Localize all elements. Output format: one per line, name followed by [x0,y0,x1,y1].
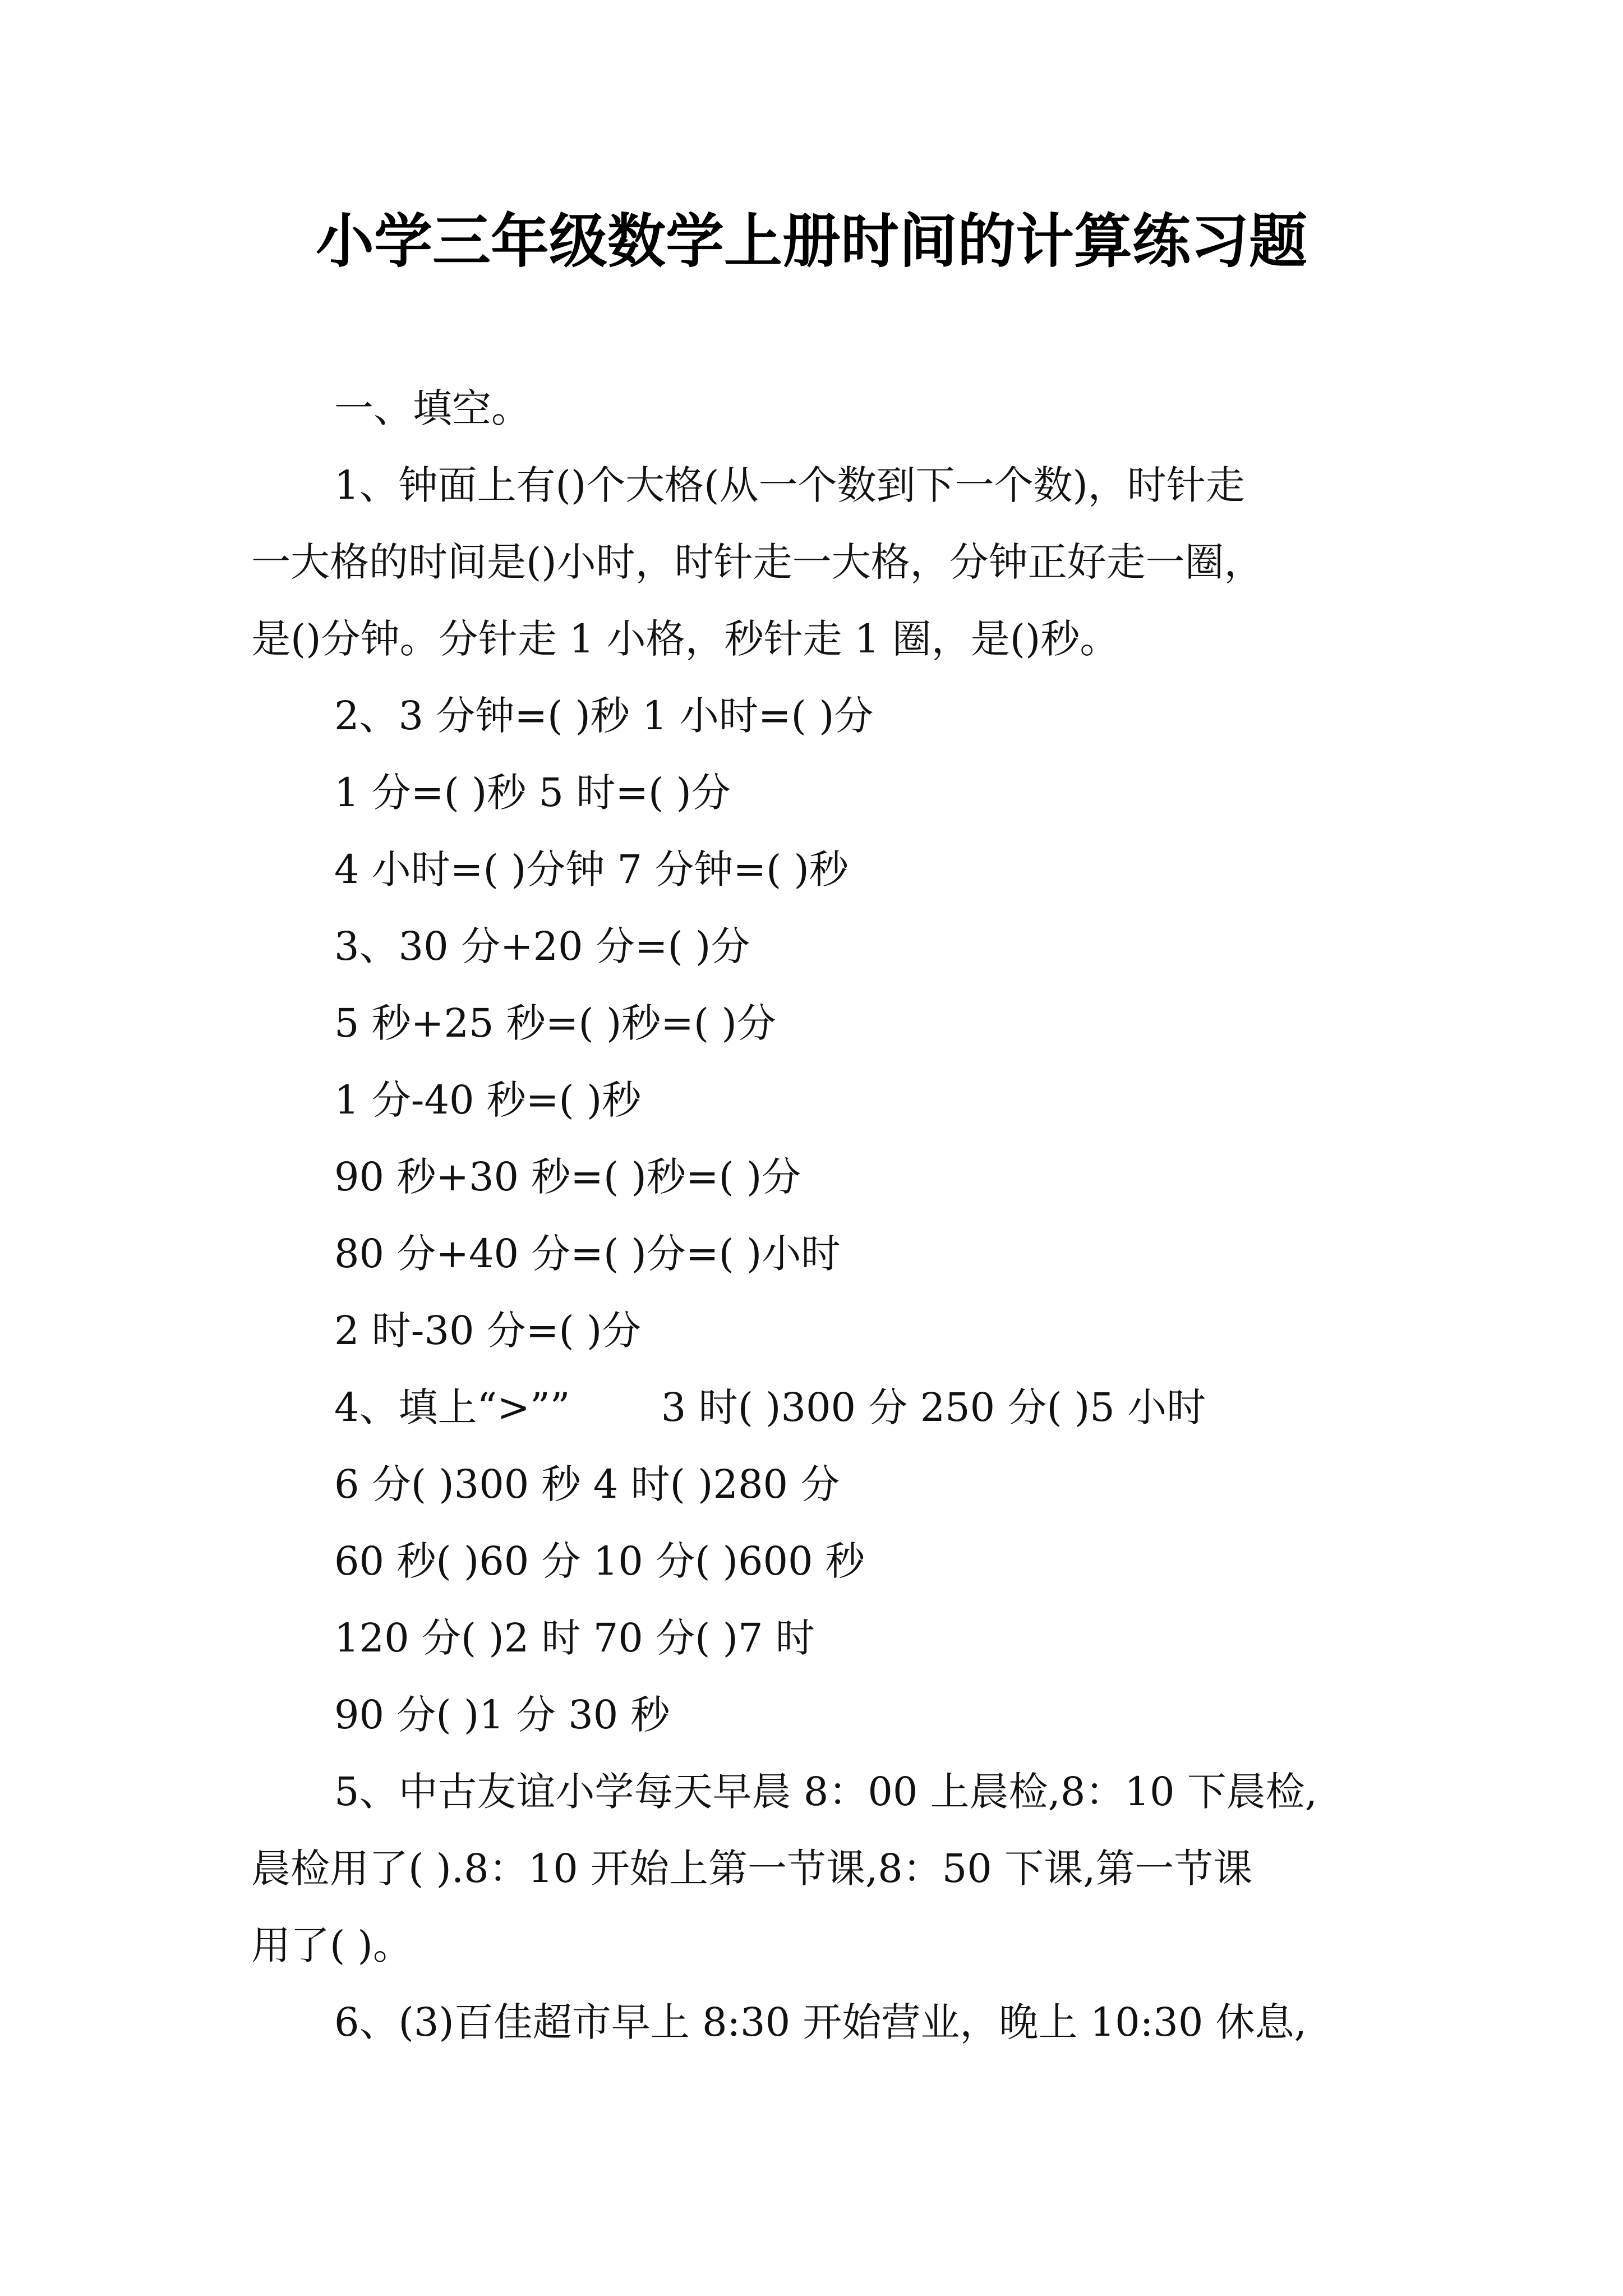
text-line: 6、(3)百佳超市早上 8:30 开始营业，晚上 10:30 休息, [334,1999,1307,2045]
text-line: 4 小时=( )分钟 7 分钟=( )秒 [334,846,849,892]
text-line: 6 分( )300 秒 4 时( )280 分 [334,1461,840,1507]
text-line: 2、3 分钟=( )秒 1 小时=( )分 [334,693,874,739]
text-line: 1 分=( )秒 5 时=( )分 [334,770,731,816]
text-line: 一大格的时间是()小时，时针走一大格，分钟正好走一圈， [251,539,1264,585]
text-line: 一、填空。 [334,385,531,431]
text-line: 是()分钟。分针走 1 小格，秒针走 1 圈，是()秒。 [251,616,1119,662]
text-line: 90 秒+30 秒=( )秒=( )分 [334,1154,801,1200]
document-title: 小学三年级数学上册时间的计算练习题 [315,206,1307,275]
text-line: 用了( )。 [251,1922,412,1968]
text-line: 60 秒( )60 分 10 分( )600 秒 [334,1538,865,1584]
document-body [251,370,1390,2061]
text-line: 90 分( )1 分 30 秒 [334,1692,670,1738]
text-line: 晨检用了( ).8：10 开始上第一节课,8：50 下课,第一节课 [251,1846,1253,1892]
text-line: 80 分+40 分=( )分=( )小时 [334,1231,841,1277]
text-line: 120 分( )2 时 70 分( )7 时 [334,1615,815,1661]
text-line: 4、填上“>”” 3 时( )300 分 250 分( )5 小时 [334,1384,1206,1430]
text-line: 5、中古友谊小学每天早晨 8：00 上晨检,8：10 下晨检, [334,1769,1318,1815]
text-line: 3、30 分+20 分=( )分 [334,923,750,969]
text-line: 2 时-30 分=( )分 [334,1308,642,1354]
text-line: 1、钟面上有()个大格(从一个数到下一个数)，时针走 [334,462,1245,508]
text-line: 1 分-40 秒=( )秒 [334,1077,642,1123]
text-line: 5 秒+25 秒=( )秒=( )分 [334,1000,776,1046]
